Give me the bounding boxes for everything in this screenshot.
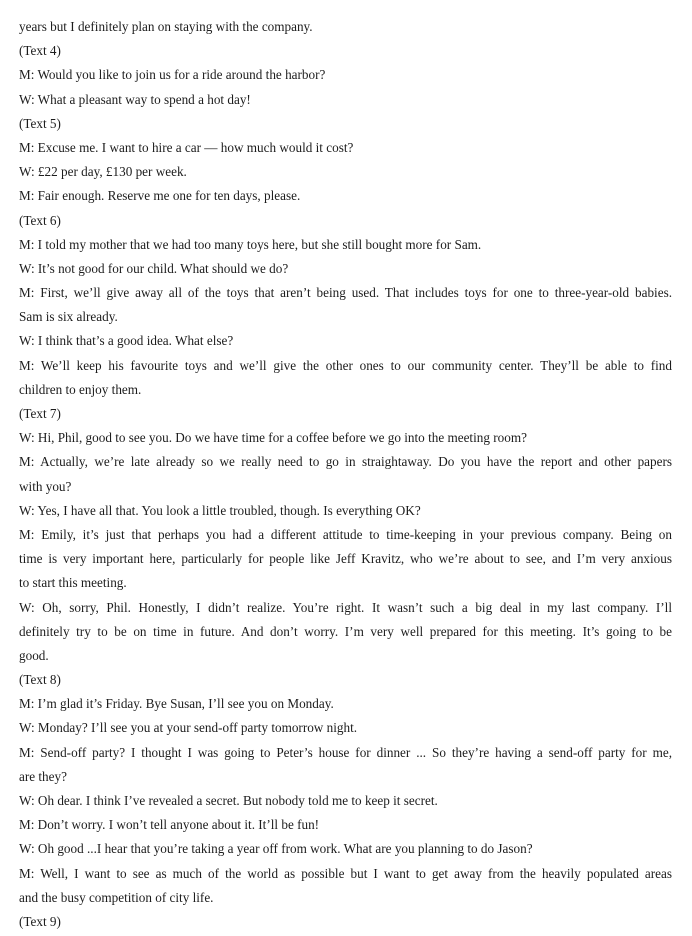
section-heading: (Text 6) (19, 212, 61, 228)
dialogue-line: M: Excuse me. I want to hire a car — how much would it cost? (19, 139, 354, 155)
section-heading: (Text 4) (19, 43, 61, 59)
dialogue-line: W: Oh good ...I hear that you’re taking a year off from work. What are you planning to do Jason? (19, 841, 533, 857)
section-heading: (Text 9) (19, 913, 61, 929)
dialogue-line: M: We’ll keep his favourite toys and we’ll give the other ones to our community center. They’ll be able to find (19, 357, 672, 373)
section-heading: (Text 8) (19, 672, 61, 688)
dialogue-line: M: Emily, it’s just that perhaps you had a different attitude to time-keeping in your previous company. Being on (19, 526, 672, 542)
dialogue-line: M: Actually, we’re late already so we really need to go in straightaway. Do you have the report and other papers (19, 454, 672, 470)
dialogue-line: M: I told my mother that we had too many toys here, but she still bought more for Sam. (19, 236, 482, 252)
dialogue-line: children to enjoy them. (19, 381, 142, 397)
dialogue-line: M: First, we’ll give away all of the toys that aren’t being used. That includes toys for one to three-year-old babies. (19, 285, 672, 301)
dialogue-line: years but I definitely plan on staying with the company. (19, 19, 313, 34)
dialogue-line: Sam is six already. (19, 309, 118, 325)
dialogue-line: W: It’s not good for our child. What should we do? (19, 260, 289, 276)
document-page (19, 15, 672, 934)
dialogue-line: W: I think that’s a good idea. What else? (19, 333, 234, 349)
dialogue-line: M: Fair enough. Reserve me one for ten days, please. (19, 188, 301, 204)
dialogue-line: M: I’m glad it’s Friday. Bye Susan, I’ll see you on Monday. (19, 696, 334, 712)
dialogue-line: with you? (19, 478, 72, 494)
dialogue-line: to start this meeting. (19, 575, 127, 591)
dialogue-line: W: Oh, sorry, Phil. Honestly, I didn’t realize. You’re right. It wasn’t such a big deal in my last company. I’ll (19, 599, 672, 615)
dialogue-line: M: Don’t worry. I won’t tell anyone about it. It’ll be fun! (19, 817, 320, 833)
dialogue-line: W: What a pleasant way to spend a hot day! (19, 91, 251, 107)
dialogue-line: are they? (19, 768, 67, 784)
section-heading: (Text 5) (19, 115, 61, 131)
dialogue-line: good. (19, 647, 49, 663)
dialogue-line: W: Hi, Phil, good to see you. Do we have time for a coffee before we go into the meeting room? (19, 430, 527, 446)
dialogue-line: W: Monday? I’ll see you at your send-off party tomorrow night. (19, 720, 358, 736)
dialogue-line: W: £22 per day, £130 per week. (19, 164, 187, 180)
dialogue-line: definitely try to be on time in future. And don’t worry. I’m very well prepared for this meeting. It’s going to be (19, 623, 672, 639)
dialogue-line: time is very important here, particularly for people like Jeff Kravitz, who we’re about to see, and I’m very anxious (19, 551, 672, 567)
dialogue-line: W: Oh dear. I think I’ve revealed a secret. But nobody told me to keep it secret. (19, 793, 438, 808)
dialogue-line: M: Would you like to join us for a ride around the harbor? (19, 67, 326, 83)
dialogue-line: and the busy competition of city life. (19, 889, 214, 905)
section-heading: (Text 7) (19, 406, 61, 421)
dialogue-line: M: Well, I want to see as much of the world as possible but I want to get away from the heavily populated areas (19, 865, 672, 881)
dialogue-line: W: Yes, I have all that. You look a little troubled, though. Is everything OK? (19, 502, 421, 518)
dialogue-line: M: Send-off party? I thought I was going to Peter’s house for dinner ... So they’re having a send-off party for me, (19, 744, 672, 760)
